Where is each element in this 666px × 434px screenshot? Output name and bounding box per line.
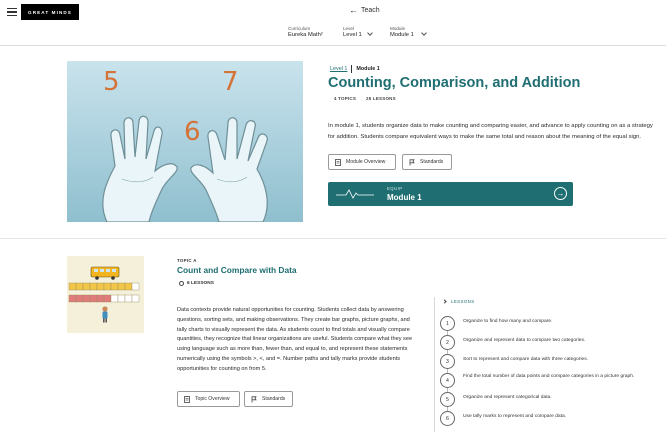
module-chevron-down-icon[interactable] — [421, 30, 427, 36]
topic-description: Data contexts provide natural opportunities for counting. Students collect data by answering questions, sorting sets, and making observations. They create bar graphs, picture graphs, and tally charts to visually represent the data. As students count to find totals and visually compare quantities, they recognize that linear organizations are useful. Students compare what they see using language such as more than, fewer than, and equal to, and represent these statements numerically using the symbols >, <, and =. Number paths and tally marks provide students opportunities for counting on from 5. — [177, 307, 413, 372]
flag-icon — [409, 159, 415, 166]
lessons-toggle[interactable] — [443, 299, 475, 304]
data-graph-illustration — [67, 256, 144, 333]
lesson-title: Organize to find how many and compare. — [463, 319, 553, 324]
module-value: Module 1 — [390, 32, 414, 38]
curriculum-selector[interactable] — [288, 26, 323, 38]
module-standards-button[interactable] — [402, 154, 452, 170]
breadcrumb — [330, 65, 380, 73]
topic-lessons-count — [179, 281, 214, 286]
module-selector[interactable] — [390, 26, 414, 38]
pulse-icon — [336, 189, 374, 199]
section-divider — [0, 238, 666, 239]
lesson-item[interactable] — [440, 373, 650, 387]
arrow-left-icon: ← — [349, 5, 358, 15]
topic-overview-label: Topic Overview — [195, 396, 230, 402]
level-selector[interactable] — [343, 26, 362, 38]
document-icon — [184, 396, 190, 403]
topic-cover-image — [67, 256, 144, 333]
level-label: Level — [343, 26, 354, 31]
breadcrumb-level-link[interactable]: Level 1 — [330, 66, 348, 72]
flag-icon — [251, 396, 257, 403]
chevron-right-icon — [442, 299, 446, 303]
image-number-seven: 7 — [222, 67, 239, 97]
image-number-six: 6 — [184, 117, 201, 147]
breadcrumb-separator — [351, 65, 352, 73]
topic-standards-label: Standards — [262, 396, 286, 402]
lesson-title: Use tally marks to represent and compare data. — [463, 414, 567, 419]
lessons-panel-divider — [434, 297, 435, 432]
level-chevron-down-icon[interactable] — [367, 30, 373, 36]
topic-lessons-label: 6 LESSONS — [187, 281, 214, 286]
breadcrumb-current: Module 1 — [356, 66, 380, 72]
lesson-item[interactable] — [440, 354, 650, 368]
lesson-title: Organize and represent data to compare two categories. — [463, 338, 586, 343]
brand-logo[interactable]: GREAT MINDS — [21, 4, 79, 20]
lesson-item[interactable] — [440, 392, 650, 406]
lesson-number: 3 — [440, 354, 455, 369]
lesson-item[interactable] — [440, 411, 650, 425]
module-cover-image — [67, 61, 303, 222]
module-overview-label: Module Overview — [346, 159, 386, 165]
module-description: In module 1, students organize data to make counting and comparing easier, and advance to apply counting on as a strategy for addition. Students compare equivalent ways to make the same total and reason about the meaning of the equal sign. — [328, 123, 653, 140]
lesson-title: Organize and represent categorical data. — [463, 395, 552, 400]
lesson-number: 5 — [440, 392, 455, 407]
arrow-right-icon: → — [554, 187, 567, 200]
lesson-item[interactable] — [440, 335, 650, 349]
menu-icon[interactable] — [7, 8, 17, 16]
lesson-number: 6 — [440, 411, 455, 426]
module-overview-button[interactable] — [328, 154, 396, 170]
topics-count: 4 TOPICS — [334, 96, 357, 101]
topic-title[interactable]: Count and Compare with Data — [177, 265, 297, 275]
equip-module-card[interactable] — [328, 182, 573, 206]
module-stats — [334, 96, 396, 101]
module-title: Counting, Comparison, and Addition — [328, 75, 581, 91]
level-value: Level 1 — [343, 32, 362, 38]
topic-overview-button[interactable] — [177, 391, 240, 407]
lesson-title: Sort to represent and compare data with three categories. — [463, 357, 589, 362]
lessons-heading: LESSONS — [451, 299, 475, 304]
back-to-teach-link[interactable] — [349, 7, 380, 14]
document-icon — [335, 159, 341, 166]
equip-label: EQUIP — [387, 186, 403, 191]
lesson-number: 2 — [440, 335, 455, 350]
lesson-number: 1 — [440, 316, 455, 331]
curriculum-label: Curriculum — [288, 26, 311, 31]
lessons-count: 25 LESSONS — [366, 96, 396, 101]
equip-title: Module 1 — [387, 193, 422, 202]
lesson-number: 4 — [440, 373, 455, 388]
image-number-five: 5 — [103, 67, 120, 97]
topic-tag: TOPIC A — [177, 258, 197, 263]
curriculum-value: Eureka Math² — [288, 32, 323, 38]
clock-icon — [179, 281, 184, 286]
module-standards-label: Standards — [420, 159, 444, 165]
back-to-teach-label: Teach — [361, 7, 380, 14]
top-header — [0, 0, 666, 46]
lesson-title: Find the total number of data points and compare categories in a picture graph. — [463, 374, 635, 379]
module-label: Module — [390, 26, 406, 31]
topic-standards-button[interactable] — [244, 391, 293, 407]
lesson-item[interactable] — [440, 316, 650, 330]
